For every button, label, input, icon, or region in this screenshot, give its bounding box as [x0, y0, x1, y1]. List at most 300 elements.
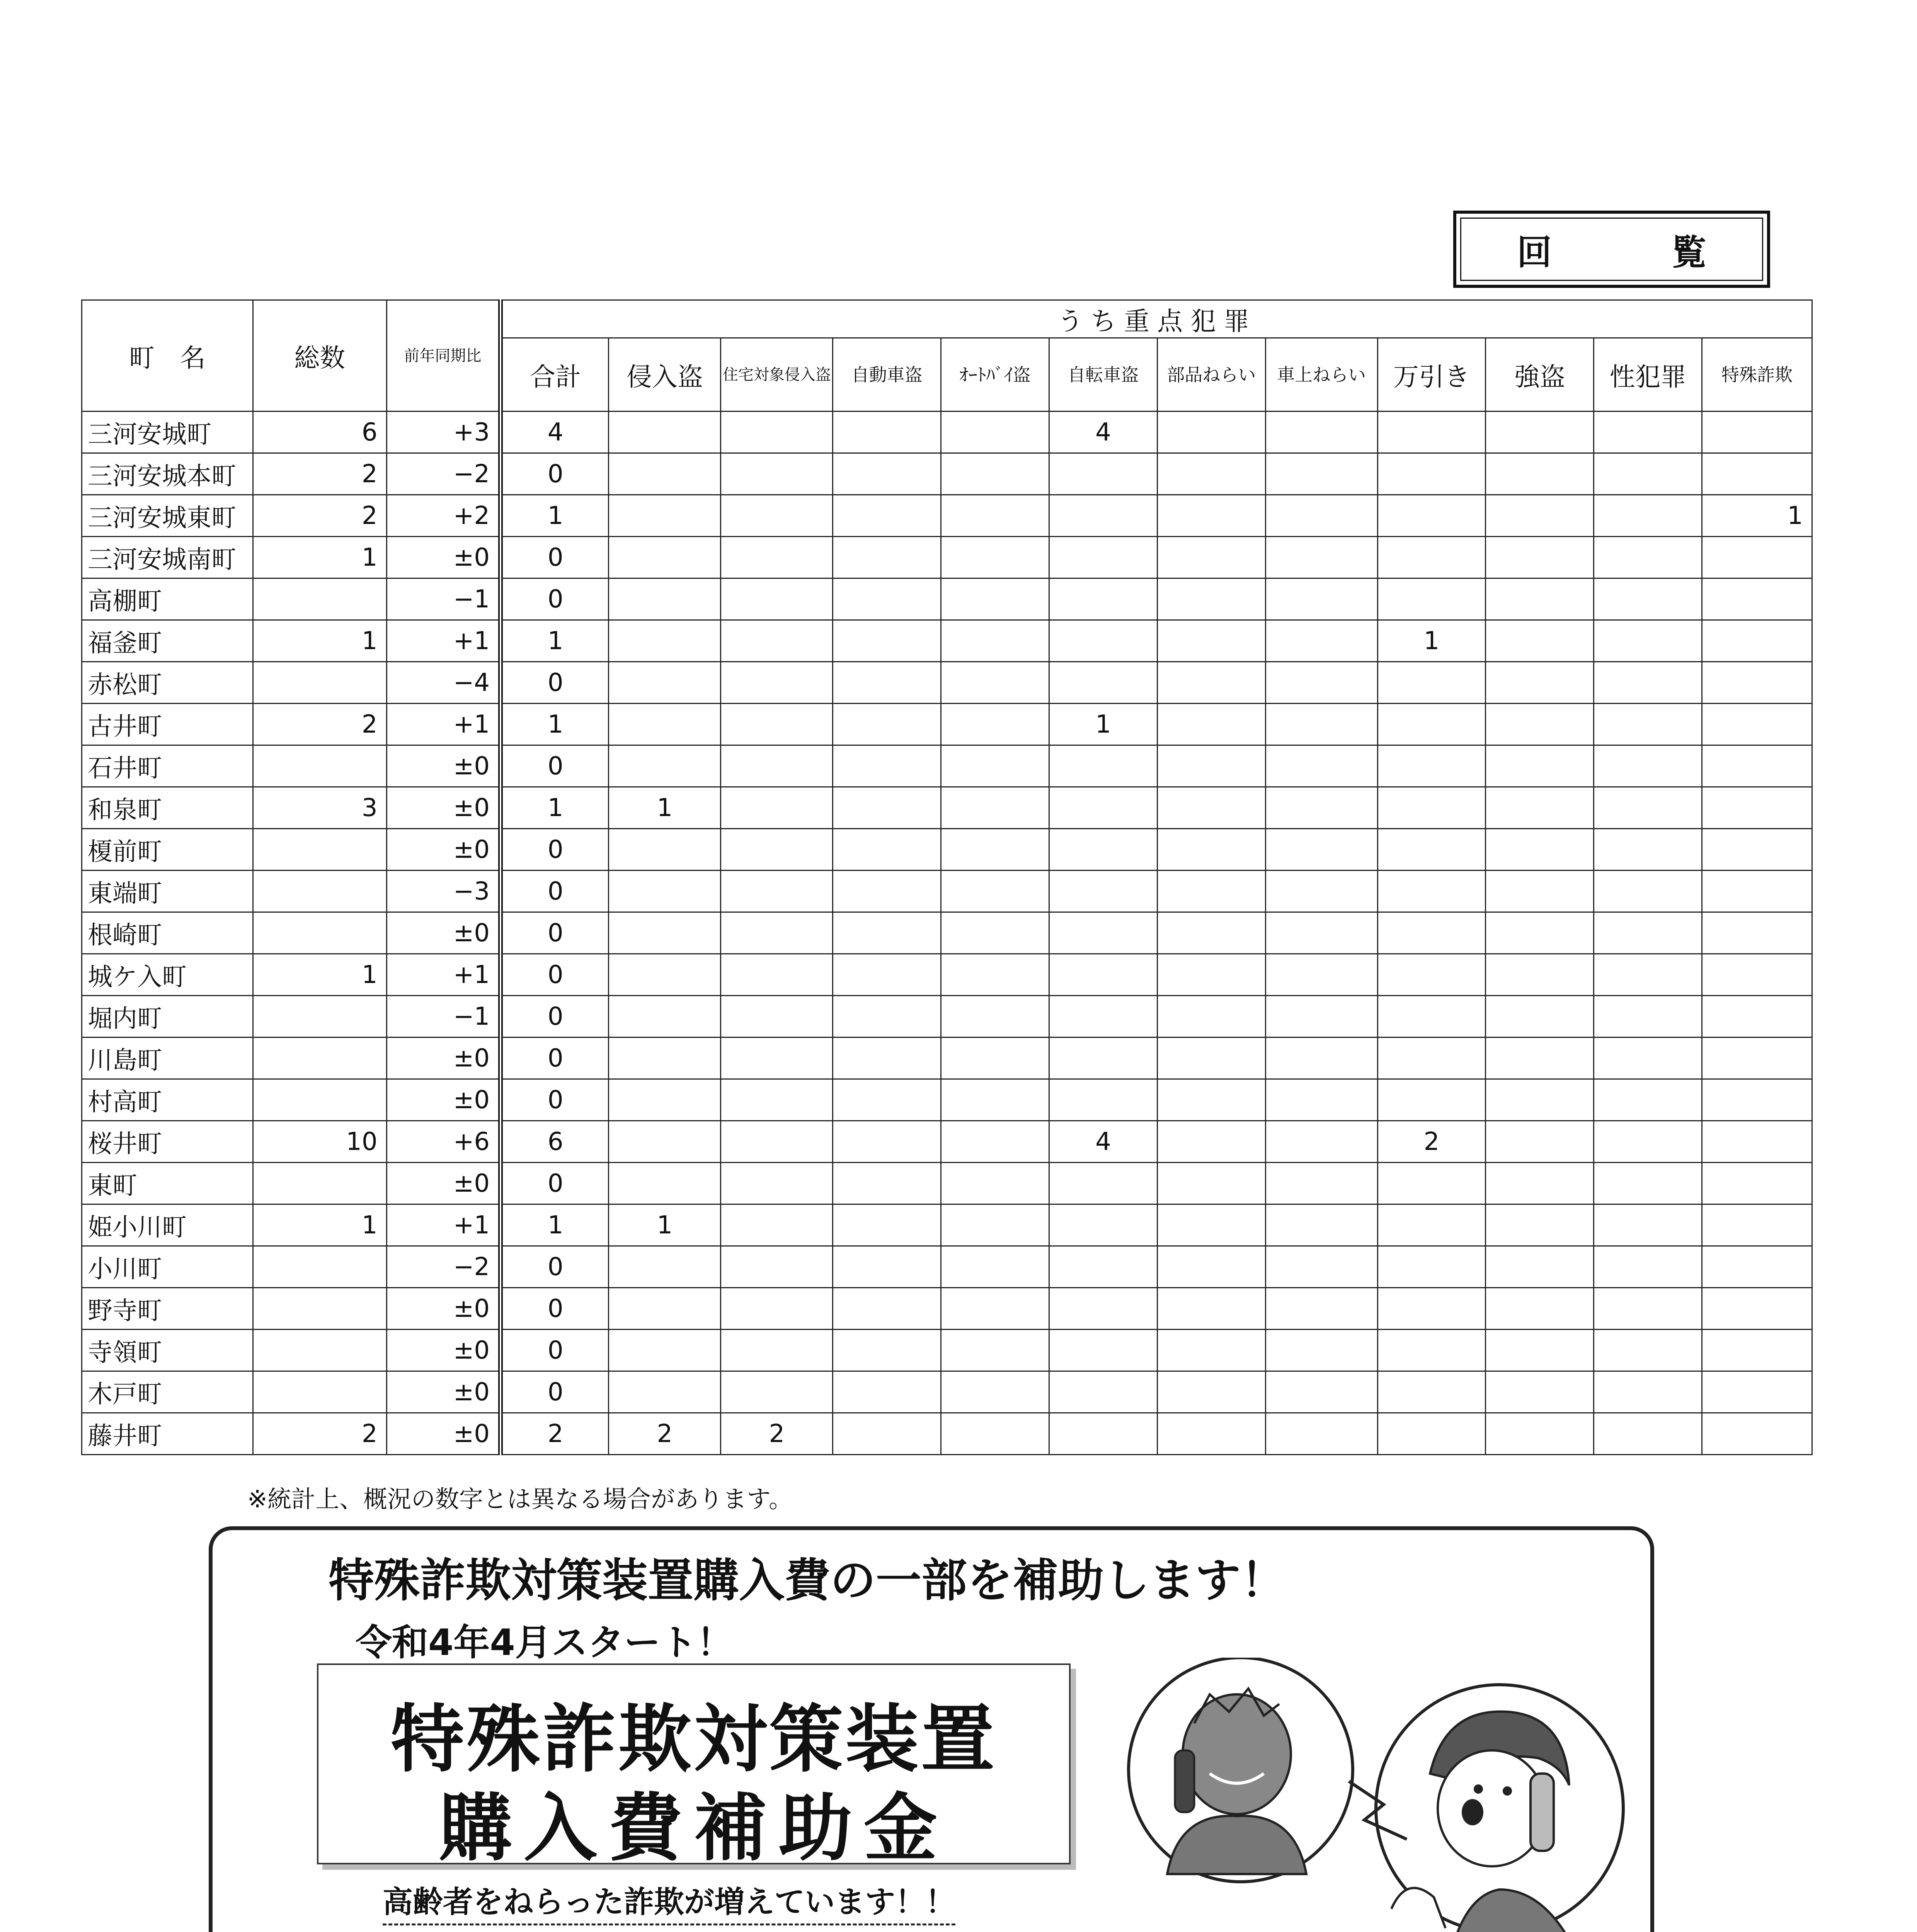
crime-stats-table [81, 299, 1813, 1455]
cell-total: 10 [253, 1121, 386, 1163]
cell-town: 野寺町 [82, 1288, 253, 1330]
cell-sum: 0 [501, 829, 609, 871]
cell-robbery [1486, 1163, 1594, 1204]
cell-yoy: −3 [386, 871, 501, 912]
cell-motorcycle [941, 620, 1049, 662]
cell-parts [1157, 620, 1265, 662]
fraudster-icon [1129, 1658, 1353, 1882]
cell-intrusion [609, 912, 721, 954]
cell-fraud [1702, 620, 1812, 662]
cell-car [833, 1163, 941, 1204]
table-row [82, 871, 1812, 912]
cell-residential [721, 662, 833, 704]
cell-town: 堀内町 [82, 996, 253, 1037]
cell-vehicle [1265, 1413, 1377, 1455]
cell-intrusion [609, 662, 721, 704]
cell-vehicle [1265, 537, 1377, 578]
cell-robbery [1486, 620, 1594, 662]
cell-intrusion [609, 620, 721, 662]
cell-robbery [1486, 1330, 1594, 1371]
cell-yoy: ±0 [386, 745, 501, 787]
cell-residential [721, 1079, 833, 1121]
cell-vehicle [1265, 453, 1377, 495]
cell-yoy: ±0 [386, 537, 501, 578]
cell-car [833, 1204, 941, 1246]
table-row [82, 1330, 1812, 1371]
cell-yoy: +1 [386, 1204, 501, 1246]
header-residential: 住宅対象侵入盗 [721, 338, 833, 412]
cell-motorcycle [941, 495, 1049, 537]
table-row [82, 1413, 1812, 1455]
cell-intrusion [609, 1121, 721, 1163]
cell-total: 2 [253, 1413, 386, 1455]
cell-motorcycle [941, 829, 1049, 871]
cell-car [833, 954, 941, 996]
header-bicycle: 自転車盗 [1049, 338, 1158, 412]
cell-intrusion [609, 1288, 721, 1330]
cell-motorcycle [941, 578, 1049, 620]
cell-vehicle [1265, 704, 1377, 745]
cell-sexual [1594, 912, 1702, 954]
header-intrusion: 侵入盗 [609, 338, 721, 412]
cell-total: 6 [253, 412, 386, 453]
cell-fraud [1702, 1288, 1812, 1330]
cell-sexual [1594, 1288, 1702, 1330]
cell-residential [721, 996, 833, 1037]
cell-parts [1157, 537, 1265, 578]
cell-residential [721, 871, 833, 912]
cell-intrusion [609, 1163, 721, 1204]
cell-parts [1157, 412, 1265, 453]
cell-total [253, 1330, 386, 1371]
cell-car [833, 996, 941, 1037]
table-row [82, 578, 1812, 620]
cell-total [253, 829, 386, 871]
cell-motorcycle [941, 1371, 1049, 1413]
cell-shoplift [1377, 1079, 1486, 1121]
cell-fraud [1702, 787, 1812, 829]
cell-yoy: ±0 [386, 912, 501, 954]
cell-bicycle [1049, 1079, 1158, 1121]
cell-robbery [1486, 578, 1594, 620]
cell-robbery [1486, 1204, 1594, 1246]
cell-intrusion [609, 1371, 721, 1413]
cell-sum: 1 [501, 620, 609, 662]
cell-robbery [1486, 537, 1594, 578]
cell-residential [721, 912, 833, 954]
cell-town: 三河安城東町 [82, 495, 253, 537]
cell-sum: 0 [501, 1163, 609, 1204]
cell-intrusion [609, 1079, 721, 1121]
cell-sexual [1594, 1037, 1702, 1079]
cell-yoy: ±0 [386, 1330, 501, 1371]
kairan-stamp [1453, 211, 1770, 288]
cell-robbery [1486, 495, 1594, 537]
cell-bicycle [1049, 662, 1158, 704]
header-car: 自動車盗 [833, 338, 941, 412]
header-total: 総数 [253, 300, 386, 412]
subsidy-panel [209, 1526, 1654, 1932]
panel-start-date: 令和4年4月スタート！ [356, 1622, 733, 1664]
cell-robbery [1486, 996, 1594, 1037]
cell-robbery [1486, 1371, 1594, 1413]
cell-motorcycle [941, 1079, 1049, 1121]
cell-intrusion [609, 495, 721, 537]
cell-town: 三河安城本町 [82, 453, 253, 495]
cell-motorcycle [941, 1330, 1049, 1371]
cell-motorcycle [941, 745, 1049, 787]
cell-vehicle [1265, 1288, 1377, 1330]
cell-robbery [1486, 871, 1594, 912]
cell-sexual [1594, 871, 1702, 912]
cell-shoplift [1377, 1163, 1486, 1204]
table-row [82, 1079, 1812, 1121]
cell-residential [721, 1246, 833, 1288]
cell-sexual [1594, 829, 1702, 871]
cell-shoplift [1377, 996, 1486, 1037]
cell-fraud [1702, 537, 1812, 578]
cell-vehicle [1265, 996, 1377, 1037]
cell-shoplift: 2 [1377, 1121, 1486, 1163]
header-robbery: 強盗 [1486, 338, 1594, 412]
cell-town: 桜井町 [82, 1121, 253, 1163]
cell-shoplift [1377, 412, 1486, 453]
cell-robbery [1486, 1037, 1594, 1079]
cell-bicycle [1049, 1246, 1158, 1288]
cell-parts [1157, 996, 1265, 1037]
cell-bicycle [1049, 912, 1158, 954]
cell-parts [1157, 745, 1265, 787]
cell-bicycle [1049, 787, 1158, 829]
cell-town: 東端町 [82, 871, 253, 912]
cell-robbery [1486, 662, 1594, 704]
header-vehicle: 車上ねらい [1265, 338, 1377, 412]
cell-total: 2 [253, 704, 386, 745]
cell-town: 寺領町 [82, 1330, 253, 1371]
cell-motorcycle [941, 954, 1049, 996]
cell-residential [721, 412, 833, 453]
cell-robbery [1486, 829, 1594, 871]
cell-town: 城ケ入町 [82, 954, 253, 996]
cell-shoplift [1377, 1037, 1486, 1079]
cell-total [253, 1037, 386, 1079]
cell-motorcycle [941, 1037, 1049, 1079]
cell-motorcycle [941, 996, 1049, 1037]
cell-yoy: ±0 [386, 1079, 501, 1121]
cell-car [833, 620, 941, 662]
cell-intrusion [609, 1037, 721, 1079]
header-fraud: 特殊詐欺 [1702, 338, 1812, 412]
header-parts: 部品ねらい [1157, 338, 1265, 412]
cell-robbery [1486, 1121, 1594, 1163]
cell-parts [1157, 662, 1265, 704]
cell-intrusion [609, 954, 721, 996]
cell-parts [1157, 453, 1265, 495]
cell-fraud [1702, 1079, 1812, 1121]
cell-robbery [1486, 954, 1594, 996]
cell-shoplift [1377, 1330, 1486, 1371]
cell-bicycle [1049, 620, 1158, 662]
cell-bicycle [1049, 1288, 1158, 1330]
cell-yoy: +1 [386, 704, 501, 745]
cell-parts [1157, 1330, 1265, 1371]
cell-robbery [1486, 1246, 1594, 1288]
cell-yoy: +6 [386, 1121, 501, 1163]
cell-total [253, 1371, 386, 1413]
cell-town: 赤松町 [82, 662, 253, 704]
cell-fraud [1702, 1037, 1812, 1079]
cell-sexual [1594, 1163, 1702, 1204]
subsidy-name-box [317, 1663, 1071, 1871]
cell-fraud [1702, 1246, 1812, 1288]
cell-residential [721, 1204, 833, 1246]
cell-intrusion [609, 1246, 721, 1288]
cell-vehicle [1265, 662, 1377, 704]
cell-yoy: ±0 [386, 1413, 501, 1455]
cell-residential [721, 1163, 833, 1204]
cell-bicycle: 4 [1049, 412, 1158, 453]
table-row [82, 1246, 1812, 1288]
cell-shoplift [1377, 578, 1486, 620]
cell-town: 榎前町 [82, 829, 253, 871]
cell-sexual [1594, 537, 1702, 578]
header-sexual: 性犯罪 [1594, 338, 1702, 412]
cell-car [833, 1371, 941, 1413]
header-shoplift: 万引き [1377, 338, 1486, 412]
cell-sexual [1594, 1246, 1702, 1288]
cell-car [833, 871, 941, 912]
cell-sum: 0 [501, 1330, 609, 1371]
cell-total [253, 912, 386, 954]
cell-shoplift [1377, 912, 1486, 954]
cell-shoplift [1377, 453, 1486, 495]
cell-sexual [1594, 954, 1702, 996]
cell-motorcycle [941, 704, 1049, 745]
cell-car [833, 537, 941, 578]
cell-parts [1157, 871, 1265, 912]
statistics-note: ※統計上、概況の数字とは異なる場合があります。 [247, 1485, 793, 1513]
cell-robbery [1486, 704, 1594, 745]
table-row [82, 704, 1812, 745]
cell-fraud [1702, 996, 1812, 1037]
cell-shoplift [1377, 954, 1486, 996]
cell-yoy: ±0 [386, 829, 501, 871]
cell-intrusion [609, 829, 721, 871]
cell-fraud [1702, 1121, 1812, 1163]
cell-shoplift [1377, 871, 1486, 912]
cell-intrusion [609, 537, 721, 578]
cell-town: 藤井町 [82, 1413, 253, 1455]
cell-parts [1157, 829, 1265, 871]
cell-intrusion [609, 578, 721, 620]
cell-vehicle [1265, 912, 1377, 954]
header-yoy: 前年同期比 [386, 300, 501, 412]
cell-intrusion [609, 704, 721, 745]
table-row [82, 620, 1812, 662]
cell-bicycle [1049, 1204, 1158, 1246]
cell-residential [721, 1330, 833, 1371]
cell-bicycle [1049, 996, 1158, 1037]
cell-sum: 0 [501, 745, 609, 787]
cell-parts [1157, 787, 1265, 829]
cell-vehicle [1265, 578, 1377, 620]
cell-intrusion [609, 871, 721, 912]
cell-sum: 0 [501, 453, 609, 495]
header-focus-crimes: うち重点犯罪 [501, 300, 1812, 338]
cell-motorcycle [941, 1246, 1049, 1288]
cell-residential [721, 1288, 833, 1330]
cell-shoplift [1377, 495, 1486, 537]
cell-car [833, 704, 941, 745]
cell-sum: 1 [501, 1204, 609, 1246]
cell-total: 1 [253, 537, 386, 578]
cell-sum: 0 [501, 1371, 609, 1413]
cell-total [253, 1163, 386, 1204]
cell-vehicle [1265, 1371, 1377, 1413]
cell-motorcycle [941, 1163, 1049, 1204]
cell-car [833, 1330, 941, 1371]
cell-fraud [1702, 662, 1812, 704]
cell-residential [721, 1371, 833, 1413]
cell-residential [721, 745, 833, 787]
cell-motorcycle [941, 787, 1049, 829]
cell-fraud [1702, 453, 1812, 495]
cell-intrusion [609, 453, 721, 495]
table-row [82, 1163, 1812, 1204]
cell-car [833, 829, 941, 871]
cell-bicycle [1049, 537, 1158, 578]
cell-yoy: ±0 [386, 1163, 501, 1204]
cell-town: 村高町 [82, 1079, 253, 1121]
cell-sum: 4 [501, 412, 609, 453]
cell-bicycle [1049, 1330, 1158, 1371]
table-row [82, 912, 1812, 954]
cell-sum: 0 [501, 537, 609, 578]
table-row [82, 662, 1812, 704]
kairan-label: 回 覧 [1517, 232, 1749, 273]
cell-residential: 2 [721, 1413, 833, 1455]
cell-yoy: −4 [386, 662, 501, 704]
cell-fraud [1702, 1330, 1812, 1371]
cell-intrusion: 1 [609, 787, 721, 829]
cell-shoplift [1377, 662, 1486, 704]
cell-robbery [1486, 412, 1594, 453]
cell-vehicle [1265, 1330, 1377, 1371]
cell-motorcycle [941, 1413, 1049, 1455]
cell-bicycle [1049, 453, 1158, 495]
cell-sum: 1 [501, 495, 609, 537]
cell-residential [721, 1121, 833, 1163]
cell-yoy: −1 [386, 578, 501, 620]
cell-car [833, 1413, 941, 1455]
cell-bicycle [1049, 1163, 1158, 1204]
cell-vehicle [1265, 1204, 1377, 1246]
cell-total [253, 1246, 386, 1288]
cell-residential [721, 1037, 833, 1079]
cell-sexual [1594, 1371, 1702, 1413]
cell-car [833, 787, 941, 829]
cell-sum: 0 [501, 662, 609, 704]
cell-intrusion [609, 1330, 721, 1371]
cell-robbery [1486, 453, 1594, 495]
cell-car [833, 1288, 941, 1330]
cell-car [833, 453, 941, 495]
cell-motorcycle [941, 1121, 1049, 1163]
cell-sexual [1594, 1330, 1702, 1371]
cell-car [833, 1079, 941, 1121]
cell-fraud [1702, 954, 1812, 996]
table-row [82, 954, 1812, 996]
cell-vehicle [1265, 745, 1377, 787]
cell-sexual [1594, 996, 1702, 1037]
cell-yoy: +1 [386, 954, 501, 996]
cell-car [833, 1246, 941, 1288]
cell-sum: 0 [501, 1037, 609, 1079]
cell-total [253, 1079, 386, 1121]
subsidy-name-line1: 特殊詐欺対策装置 [390, 1697, 997, 1782]
cell-fraud [1702, 578, 1812, 620]
cell-residential [721, 787, 833, 829]
cell-total: 2 [253, 495, 386, 537]
cell-fraud [1702, 412, 1812, 453]
table-row [82, 453, 1812, 495]
cell-total: 2 [253, 453, 386, 495]
subsidy-name-line2: 購入費補助金 [438, 1786, 949, 1871]
cell-parts [1157, 1121, 1265, 1163]
cell-car [833, 912, 941, 954]
cell-fraud [1702, 704, 1812, 745]
cell-residential [721, 829, 833, 871]
cell-vehicle [1265, 871, 1377, 912]
cell-bicycle [1049, 745, 1158, 787]
cell-parts [1157, 1246, 1265, 1288]
cell-fraud [1702, 1413, 1812, 1455]
cell-sexual [1594, 1204, 1702, 1246]
cell-bicycle [1049, 1371, 1158, 1413]
table-row [82, 996, 1812, 1037]
cell-shoplift [1377, 704, 1486, 745]
cell-yoy: −1 [386, 996, 501, 1037]
cell-bicycle: 1 [1049, 704, 1158, 745]
cell-car [833, 578, 941, 620]
cell-total: 3 [253, 787, 386, 829]
cell-sexual [1594, 453, 1702, 495]
cell-residential [721, 578, 833, 620]
cell-town: 根崎町 [82, 912, 253, 954]
cell-parts [1157, 495, 1265, 537]
cell-fraud [1702, 1371, 1812, 1413]
cell-town: 小川町 [82, 1246, 253, 1288]
table-row [82, 1204, 1812, 1246]
cell-total [253, 745, 386, 787]
cell-total [253, 578, 386, 620]
fraud-warning: 高齢者をねらった詐欺が増えています！！ [383, 1878, 955, 1925]
cell-parts [1157, 1288, 1265, 1330]
cell-residential [721, 453, 833, 495]
cell-bicycle [1049, 495, 1158, 537]
cell-car [833, 495, 941, 537]
header-town: 町 名 [82, 300, 253, 412]
cell-residential [721, 495, 833, 537]
cell-robbery [1486, 1288, 1594, 1330]
cell-parts [1157, 1079, 1265, 1121]
cell-yoy: +3 [386, 412, 501, 453]
cell-town: 三河安城町 [82, 412, 253, 453]
cell-yoy: ±0 [386, 787, 501, 829]
cell-fraud [1702, 912, 1812, 954]
cell-bicycle [1049, 954, 1158, 996]
cell-car [833, 662, 941, 704]
